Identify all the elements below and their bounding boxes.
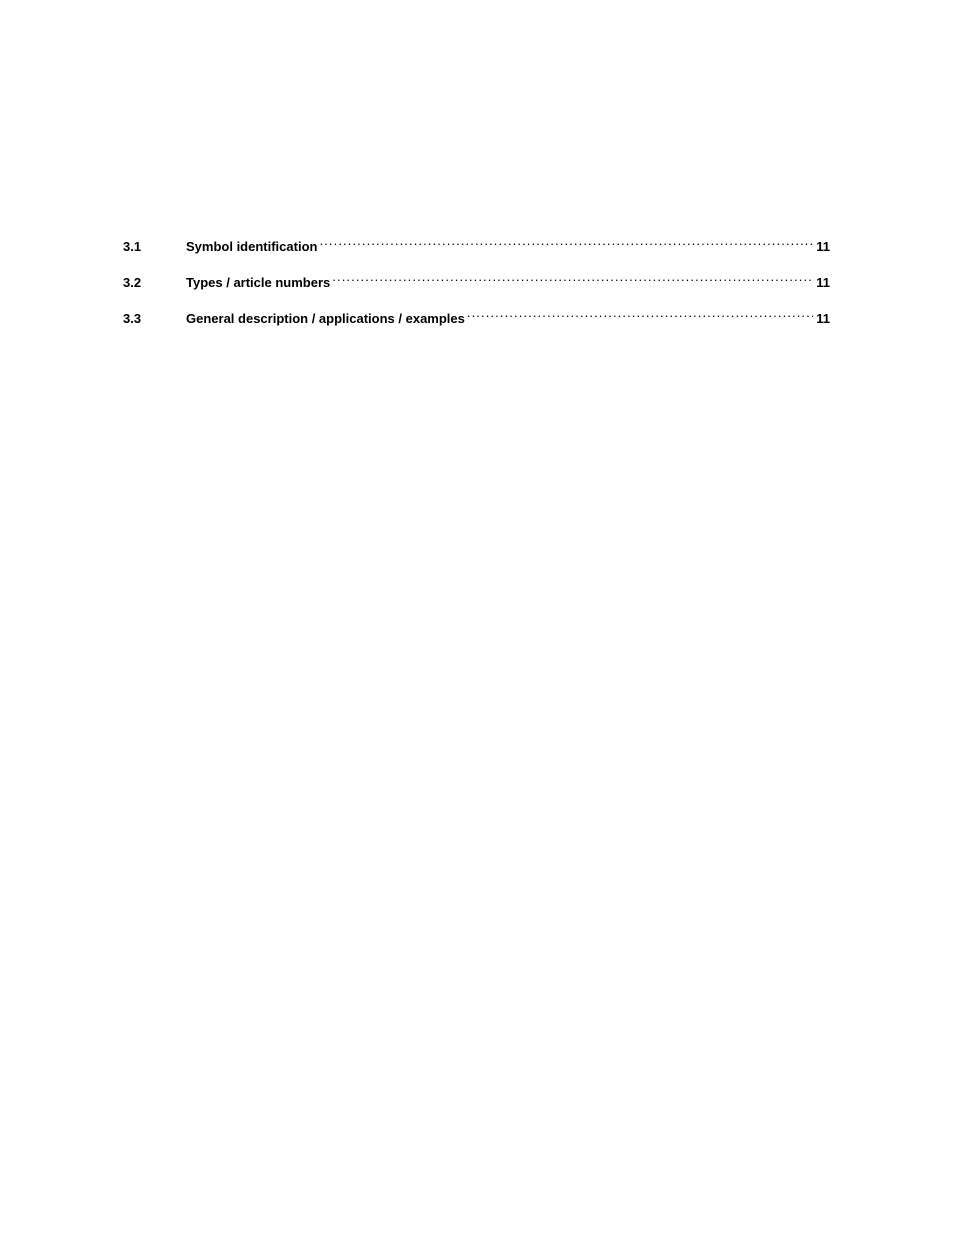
toc-entry-page: 11 — [816, 239, 830, 254]
toc-entry-page: 11 — [816, 311, 830, 326]
toc-entry-3-1[interactable] — [123, 231, 830, 254]
toc-entry-page: 11 — [816, 275, 830, 290]
toc-entry-3-3[interactable] — [123, 303, 830, 326]
toc-entry-title: General description / applications / examples — [186, 311, 465, 326]
toc-dot-leader — [332, 267, 813, 287]
toc-entry-number: 3.2 — [123, 275, 142, 290]
toc-dot-leader — [319, 231, 813, 251]
toc-entry-number: 3.3 — [123, 311, 142, 326]
toc-entry-3-2[interactable] — [123, 267, 830, 290]
toc-dot-leader — [467, 303, 813, 323]
table-of-contents — [123, 231, 830, 339]
toc-entry-number: 3.1 — [123, 239, 142, 254]
toc-entry-title: Symbol identification — [186, 239, 318, 254]
toc-entry-title: Types / article numbers — [186, 275, 331, 290]
